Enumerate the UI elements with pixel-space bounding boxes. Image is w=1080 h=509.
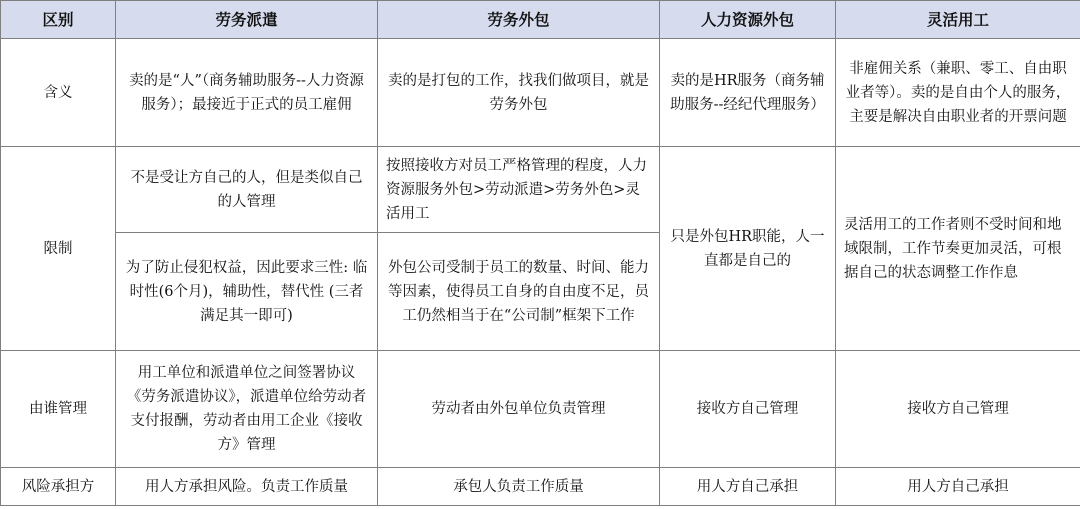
row-label-management: 由谁管理 <box>1 351 116 468</box>
cell-restriction-hr: 只是外包HR职能，人一直都是自己的 <box>660 147 836 351</box>
row-risk <box>1 468 1080 506</box>
cell-management-dispatch: 用工单位和派遣单位之间签署协议《劳务派遣协议》，派遣单位给劳动者支付报酬，劳动者由用工企业《接收方》管理 <box>116 351 378 468</box>
cell-management-outsource: 劳动者由外包单位负责管理 <box>378 351 660 468</box>
cell-risk-flex: 用人方自己承担 <box>836 468 1080 506</box>
header-hr-outsourcing: 人力资源外包 <box>660 1 836 39</box>
row-meaning <box>1 39 1080 147</box>
row-label-risk: 风险承担方 <box>1 468 116 506</box>
cell-risk-outsource: 承包人负责工作质量 <box>378 468 660 506</box>
cell-restriction-outsource-1: 按照接收方对员工严格管理的程度，人力资源服务外包>劳动派遣>劳务外色>灵活用工 <box>378 147 660 233</box>
header-row <box>1 1 1080 39</box>
header-difference: 区别 <box>1 1 116 39</box>
cell-management-hr: 接收方自己管理 <box>660 351 836 468</box>
cell-restriction-flex: 灵活用工的工作者则不受时间和地域限制，工作节奏更加灵活，可根据自己的状态调整工作作息 <box>836 147 1080 351</box>
cell-meaning-dispatch: 卖的是“人”（商务辅助服务--人力资源服务）；最接近于正式的员工雇佣 <box>116 39 378 147</box>
cell-restriction-outsource-2: 外包公司受制于员工的数量、时间、能力等因素，使得员工自身的自由度不足，员工仍然相当于在“公司制”框架下工作 <box>378 233 660 351</box>
header-labor-dispatch: 劳务派遣 <box>116 1 378 39</box>
cell-meaning-hr: 卖的是HR服务（商务辅助服务--经纪代理服务） <box>660 39 836 147</box>
row-restriction-1 <box>1 147 1080 233</box>
cell-restriction-dispatch-2: 为了防止侵犯权益，因此要求三性: 临时性(6个月)，辅助性，替代性 (三者满足其一即可) <box>116 233 378 351</box>
cell-management-flex: 接收方自己管理 <box>836 351 1080 468</box>
header-flexible-employment: 灵活用工 <box>836 1 1080 39</box>
header-labor-outsourcing: 劳务外包 <box>378 1 660 39</box>
cell-meaning-outsource: 卖的是打包的工作，找我们做项目，就是劳务外包 <box>378 39 660 147</box>
row-label-restriction: 限制 <box>1 147 116 351</box>
cell-risk-hr: 用人方自己承担 <box>660 468 836 506</box>
cell-meaning-flex: 非雇佣关系（兼职、零工、自由职业者等）。卖的是自由个人的服务，主要是解决自由职业者的开票问题 <box>836 39 1080 147</box>
cell-risk-dispatch: 用人方承担风险。负责工作质量 <box>116 468 378 506</box>
cell-restriction-dispatch-1: 不是受让方自己的人，但是类似自己的人管理 <box>116 147 378 233</box>
row-label-meaning: 含义 <box>1 39 116 147</box>
row-management <box>1 351 1080 468</box>
